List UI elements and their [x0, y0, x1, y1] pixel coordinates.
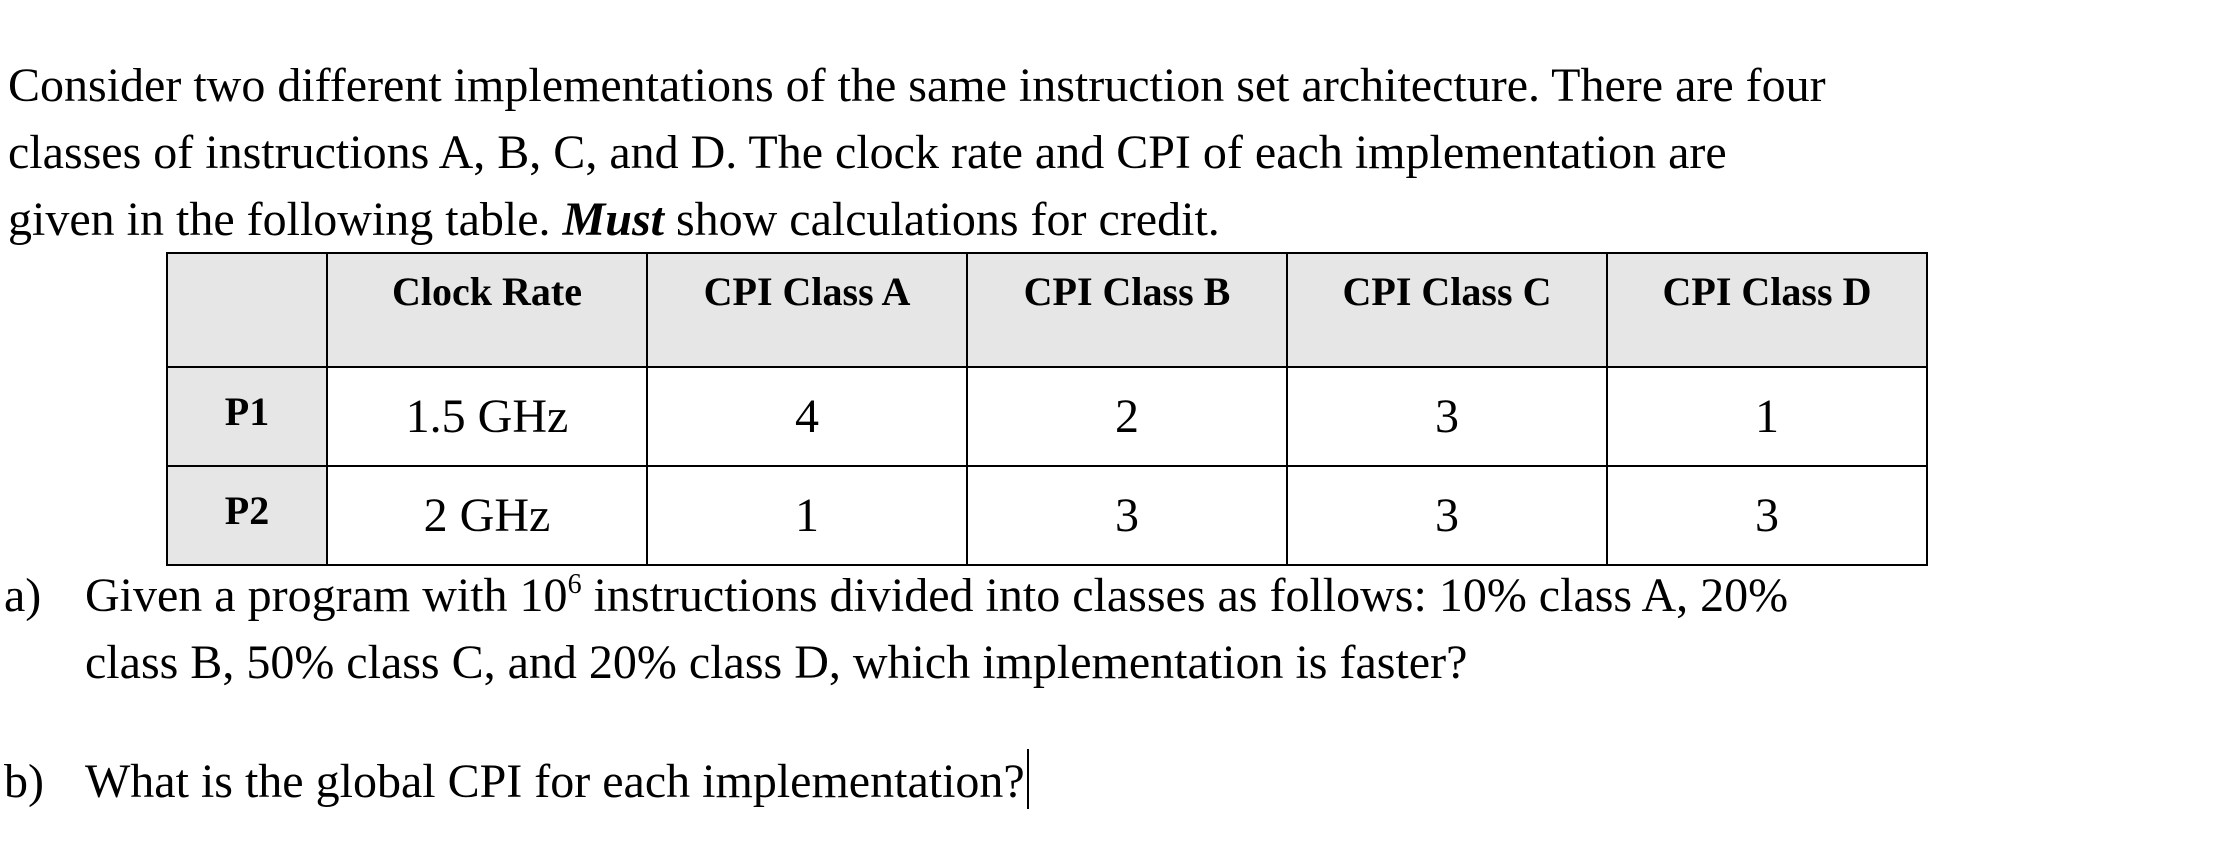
intro-line-1: Consider two different implementations of the same instruction set architecture. There are four [8, 59, 1826, 112]
row-label-p2: P2 [167, 466, 327, 565]
cell-clock-rate: 2 GHz [327, 466, 647, 565]
cell-cpi-d: 1 [1607, 367, 1927, 466]
header-cpi-class-c: CPI Class C [1287, 253, 1607, 367]
text-cursor [1027, 749, 1029, 809]
intro-line-2: classes of instructions A, B, C, and D. The clock rate and CPI of each implementation are [8, 126, 1727, 179]
question-b-label: b) [4, 755, 44, 808]
exponent-superscript: 6 [567, 569, 582, 600]
must-emphasis: Must [562, 193, 664, 246]
intro-line-3-end: show calculations for credit. [663, 193, 1220, 246]
row-label-p1: P1 [167, 367, 327, 466]
question-a-line-1-start: Given a program with 10 [85, 569, 568, 622]
question-a-line-1 [85, 562, 1788, 629]
header-cell-empty [167, 253, 327, 367]
cell-cpi-a: 1 [647, 466, 967, 565]
intro-line-3 [8, 186, 1826, 253]
implementation-table [166, 252, 1928, 566]
cell-cpi-b: 2 [967, 367, 1287, 466]
cell-cpi-c: 3 [1287, 367, 1607, 466]
table-row [167, 466, 1927, 565]
cell-clock-rate: 1.5 GHz [327, 367, 647, 466]
cell-cpi-c: 3 [1287, 466, 1607, 565]
cell-cpi-d: 3 [1607, 466, 1927, 565]
question-a-line-1-end: instructions divided into classes as follows: 10% class A, 20% [581, 569, 1789, 622]
header-cpi-class-b: CPI Class B [967, 253, 1287, 367]
header-cpi-class-d: CPI Class D [1607, 253, 1927, 367]
table-row [167, 367, 1927, 466]
header-cpi-class-a: CPI Class A [647, 253, 967, 367]
question-a-text [85, 562, 1788, 696]
question-a-label: a) [4, 569, 42, 622]
cell-cpi-a: 4 [647, 367, 967, 466]
cell-cpi-b: 3 [967, 466, 1287, 565]
question-b-text[interactable] [85, 748, 1029, 815]
table-header-row [167, 253, 1927, 367]
intro-paragraph [8, 52, 1826, 253]
header-clock-rate: Clock Rate [327, 253, 647, 367]
intro-line-3-start: given in the following table. [8, 193, 563, 246]
question-b-line: What is the global CPI for each implementation? [85, 755, 1025, 808]
question-a-line-2: class B, 50% class C, and 20% class D, which implementation is faster? [85, 636, 1468, 689]
